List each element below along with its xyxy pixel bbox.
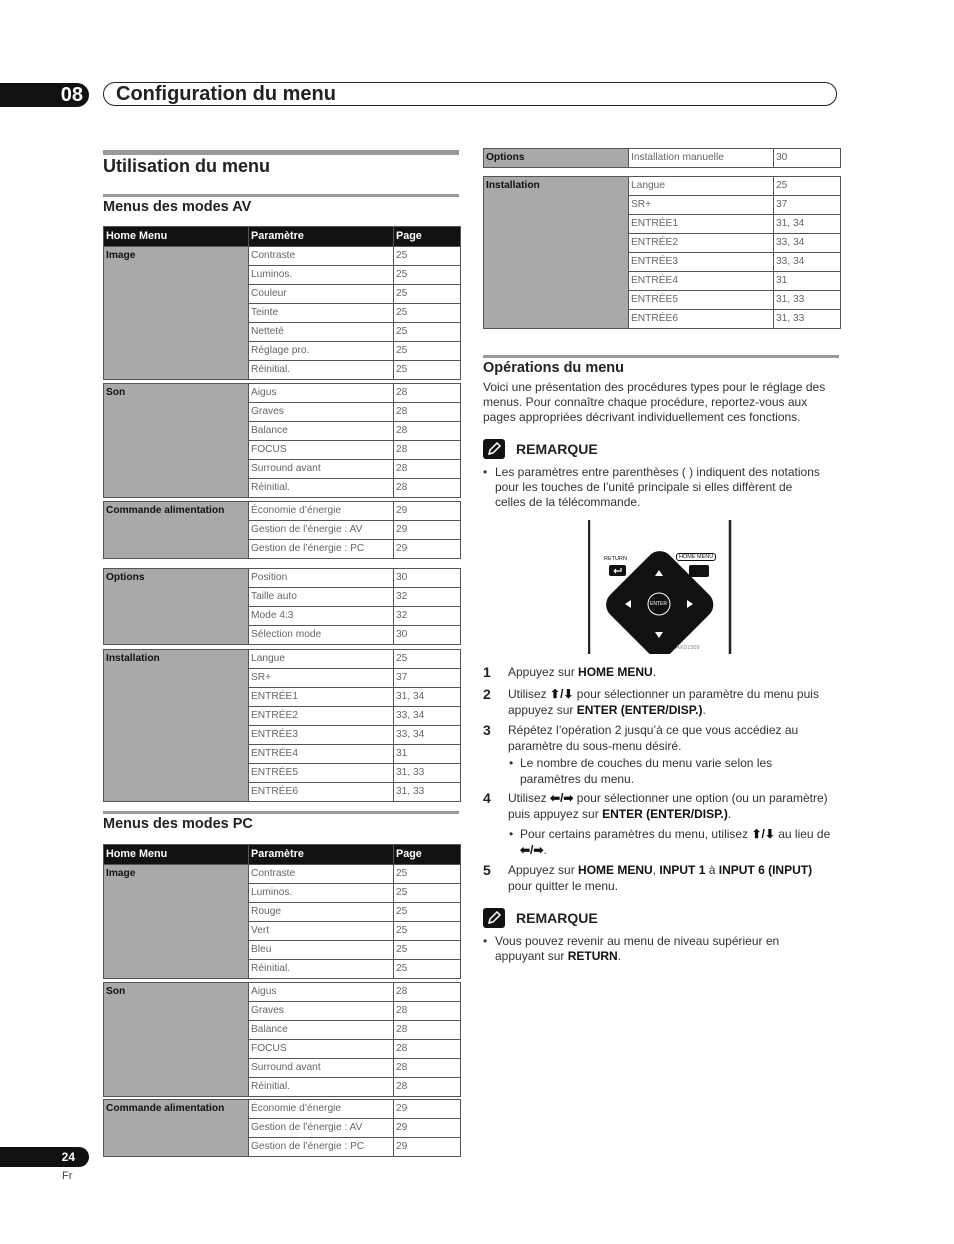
page-cell: 25: [394, 285, 461, 304]
page-cell: 33, 34: [394, 726, 461, 745]
page-cell: 28: [394, 460, 461, 479]
step-number: 2: [483, 686, 491, 702]
column-header: Page: [394, 227, 461, 247]
menu-table: [103, 501, 461, 559]
parameter-cell: Balance: [249, 1021, 394, 1040]
subsection-rule: [103, 194, 459, 197]
parameter-cell: FOCUS: [249, 1040, 394, 1059]
page-cell: 28: [394, 422, 461, 441]
parameter-cell: Contraste: [249, 865, 394, 884]
menu-table: [103, 844, 461, 979]
page-cell: 29: [394, 521, 461, 540]
parameter-cell: Réinitial.: [249, 960, 394, 979]
parameter-cell: ENTRÉE2: [629, 234, 774, 253]
bullet: •: [509, 827, 514, 841]
page-cell: 25: [394, 361, 461, 380]
parameter-cell: ENTRÉE4: [249, 745, 394, 764]
parameter-cell: Aigus: [249, 983, 394, 1002]
page-cell: 25: [394, 903, 461, 922]
parameter-cell: Économie d’énergie: [249, 502, 394, 521]
parameter-cell: Graves: [249, 1002, 394, 1021]
page-cell: 25: [394, 323, 461, 342]
parameter-cell: ENTRÉE3: [629, 253, 774, 272]
pc-menus-title: Menus des modes PC: [103, 816, 253, 832]
parameter-cell: Teinte: [249, 304, 394, 323]
parameter-cell: ENTRÉE2: [249, 707, 394, 726]
bullet: •: [483, 465, 488, 479]
chapter-title: Configuration du menu: [103, 82, 837, 106]
note-title: REMARQUE: [516, 441, 598, 457]
page-cell: 25: [394, 342, 461, 361]
parameter-cell: Netteté: [249, 323, 394, 342]
table-row: [484, 177, 841, 196]
page-cell: 31, 33: [394, 783, 461, 802]
menu-table: [483, 148, 841, 168]
parameter-cell: Balance: [249, 422, 394, 441]
parameter-cell: Réinitial.: [249, 1078, 394, 1097]
page-cell: 28: [394, 441, 461, 460]
page-cell: 25: [394, 650, 461, 669]
table-row: [484, 149, 841, 168]
table-row: [104, 983, 461, 1002]
home-menu-label: HOME MENU: [676, 553, 716, 561]
page-cell: 28: [394, 384, 461, 403]
table-row: [104, 569, 461, 588]
parameter-cell: Gestion de l’énergie : AV: [249, 521, 394, 540]
section-title: Utilisation du menu: [103, 156, 271, 176]
page-cell: 31: [394, 745, 461, 764]
parameter-cell: Mode 4:3: [249, 607, 394, 626]
menu-category: Commande alimentation: [104, 1100, 249, 1157]
note-text: Les paramètres entre parenthèses ( ) indiquent des notations pour les touches de l’unité principale si elles diffèrent de celles de la télécommande.: [495, 465, 820, 509]
menu-category: Image: [104, 865, 249, 979]
subsection-rule: [483, 355, 839, 358]
parameter-cell: Rouge: [249, 903, 394, 922]
table-row: [104, 1100, 461, 1119]
parameter-cell: Luminos.: [249, 266, 394, 285]
page-cell: 28: [394, 983, 461, 1002]
page-cell: 25: [394, 247, 461, 266]
step-5-text: Appuyez sur HOME MENU, INPUT 1 à INPUT 6 (INPUT) pour quitter le menu.: [508, 863, 813, 893]
page-cell: 30: [394, 626, 461, 645]
parameter-cell: Sélection mode: [249, 626, 394, 645]
menu-category: Son: [104, 384, 249, 498]
parameter-cell: Couleur: [249, 285, 394, 304]
parameter-cell: Réinitial.: [249, 479, 394, 498]
parameter-cell: Réglage pro.: [249, 342, 394, 361]
parameter-cell: ENTRÉE4: [629, 272, 774, 291]
menu-table: [103, 226, 461, 380]
page-cell: 29: [394, 540, 461, 559]
parameter-cell: Gestion de l’énergie : PC: [249, 540, 394, 559]
page-cell: 31, 33: [394, 764, 461, 783]
parameter-cell: Économie d’énergie: [249, 1100, 394, 1119]
step-number: 5: [483, 862, 491, 878]
parameter-cell: Aigus: [249, 384, 394, 403]
menu-table: [103, 383, 461, 498]
parameter-cell: ENTRÉE1: [249, 688, 394, 707]
page-number: 24: [0, 1147, 89, 1167]
page-cell: 33, 34: [774, 253, 841, 272]
menu-category: Options: [484, 149, 629, 168]
parameter-cell: Installation manuelle: [629, 149, 774, 168]
menu-category: Options: [104, 569, 249, 645]
av-menus-title: Menus des modes AV: [103, 199, 252, 215]
page-cell: 30: [774, 149, 841, 168]
parameter-cell: ENTRÉE1: [629, 215, 774, 234]
parameter-cell: Bleu: [249, 941, 394, 960]
step-4-bullet: Pour certains paramètres du menu, utilisez ⬆/⬇ au lieu de ⬅/➡.: [520, 827, 831, 857]
step-1-text: Appuyez sur HOME MENU.: [508, 665, 657, 679]
page-cell: 31: [774, 272, 841, 291]
page-cell: 25: [394, 865, 461, 884]
parameter-cell: Taille auto: [249, 588, 394, 607]
parameter-cell: FOCUS: [249, 441, 394, 460]
page-cell: 28: [394, 1002, 461, 1021]
page-cell: 28: [394, 1078, 461, 1097]
remote-illustration: [588, 520, 732, 654]
parameter-cell: ENTRÉE5: [249, 764, 394, 783]
parameter-cell: Langue: [629, 177, 774, 196]
page-cell: 30: [394, 569, 461, 588]
parameter-cell: SR+: [629, 196, 774, 215]
menu-table: [103, 649, 461, 802]
column-header: Home Menu: [104, 227, 249, 247]
page-cell: 25: [394, 884, 461, 903]
menu-category: Son: [104, 983, 249, 1097]
page-cell: 28: [394, 1040, 461, 1059]
page-cell: 25: [394, 266, 461, 285]
parameter-cell: ENTRÉE5: [629, 291, 774, 310]
chapter-number: 08: [0, 83, 89, 107]
step-number: 4: [483, 790, 491, 806]
figure-code: AXD1509: [676, 645, 700, 651]
menu-category: Installation: [484, 177, 629, 329]
menu-table: [103, 568, 461, 645]
page-cell: 33, 34: [394, 707, 461, 726]
table-row: [104, 247, 461, 266]
page-cell: 28: [394, 1059, 461, 1078]
page-cell: 28: [394, 403, 461, 422]
language-code: Fr: [62, 1170, 73, 1182]
page-cell: 37: [394, 669, 461, 688]
parameter-cell: ENTRÉE6: [249, 783, 394, 802]
enter-label: ENTER: [650, 601, 667, 607]
step-4-text: Utilisez ⬅/➡ pour sélectionner une option (ou un paramètre) puis appuyez sur ENTER (ENTER/DISP.).: [508, 791, 828, 821]
page-cell: 28: [394, 1021, 461, 1040]
page-cell: 32: [394, 607, 461, 626]
column-header: Paramètre: [249, 845, 394, 865]
parameter-cell: Gestion de l’énergie : PC: [249, 1138, 394, 1157]
parameter-cell: Surround avant: [249, 460, 394, 479]
step-number: 3: [483, 722, 491, 738]
column-header: Paramètre: [249, 227, 394, 247]
bullet: •: [483, 934, 488, 948]
table-row: [104, 384, 461, 403]
menu-table: [483, 176, 841, 329]
page-cell: 29: [394, 502, 461, 521]
ops-intro: Voici une présentation des procédures types pour le réglage des menus. Pour connaître chaque procédure, reportez-vous aux pages appropriées décrivant individuellement ces fonctions.: [483, 380, 826, 424]
bullet: •: [509, 756, 514, 770]
page-cell: 25: [394, 922, 461, 941]
page-cell: 37: [774, 196, 841, 215]
parameter-cell: Luminos.: [249, 884, 394, 903]
step-number: 1: [483, 664, 491, 680]
return-label: RETURN: [604, 556, 627, 562]
page-cell: 31, 34: [394, 688, 461, 707]
page-cell: 29: [394, 1119, 461, 1138]
table-header-row: [104, 227, 461, 247]
page-cell: 29: [394, 1138, 461, 1157]
menu-table: [103, 1099, 461, 1157]
page-cell: 28: [394, 479, 461, 498]
table-row: [104, 650, 461, 669]
note-text: Vous pouvez revenir au menu de niveau supérieur en appuyant sur RETURN.: [495, 934, 780, 963]
menu-category: Installation: [104, 650, 249, 802]
section-rule: [103, 150, 459, 155]
ops-title: Opérations du menu: [483, 360, 624, 376]
table-header-row: [104, 845, 461, 865]
column-header: Home Menu: [104, 845, 249, 865]
parameter-cell: ENTRÉE3: [249, 726, 394, 745]
parameter-cell: Position: [249, 569, 394, 588]
step-3-bullet: Le nombre de couches du menu varie selon les paramètres du menu.: [520, 756, 773, 786]
table-row: [104, 865, 461, 884]
step-2-text: Utilisez ⬆/⬇ pour sélectionner un paramètre du menu puis appuyez sur ENTER (ENTER/DISP.).: [508, 687, 819, 717]
parameter-cell: Contraste: [249, 247, 394, 266]
menu-category: Commande alimentation: [104, 502, 249, 559]
parameter-cell: Graves: [249, 403, 394, 422]
page-cell: 25: [394, 304, 461, 323]
parameter-cell: Gestion de l’énergie : AV: [249, 1119, 394, 1138]
note-title: REMARQUE: [516, 910, 598, 926]
page-cell: 29: [394, 1100, 461, 1119]
page-cell: 33, 34: [774, 234, 841, 253]
menu-category: Image: [104, 247, 249, 380]
page-cell: 31, 34: [774, 215, 841, 234]
parameter-cell: Vert: [249, 922, 394, 941]
page-cell: 31, 33: [774, 310, 841, 329]
parameter-cell: Langue: [249, 650, 394, 669]
page-cell: 32: [394, 588, 461, 607]
parameter-cell: SR+: [249, 669, 394, 688]
column-header: Page: [394, 845, 461, 865]
table-row: [104, 502, 461, 521]
page-cell: 25: [774, 177, 841, 196]
step-3-text: Répétez l’opération 2 jusqu’à ce que vous accédiez au paramètre du sous-menu désiré.: [508, 723, 799, 753]
page-cell: 25: [394, 960, 461, 979]
note-pencil-icon: [483, 439, 505, 459]
note-pencil-icon: [483, 908, 505, 928]
parameter-cell: ENTRÉE6: [629, 310, 774, 329]
page-cell: 31, 33: [774, 291, 841, 310]
subsection-rule: [103, 811, 459, 814]
parameter-cell: Réinitial.: [249, 361, 394, 380]
page-cell: 25: [394, 941, 461, 960]
parameter-cell: Surround avant: [249, 1059, 394, 1078]
menu-table: [103, 982, 461, 1097]
